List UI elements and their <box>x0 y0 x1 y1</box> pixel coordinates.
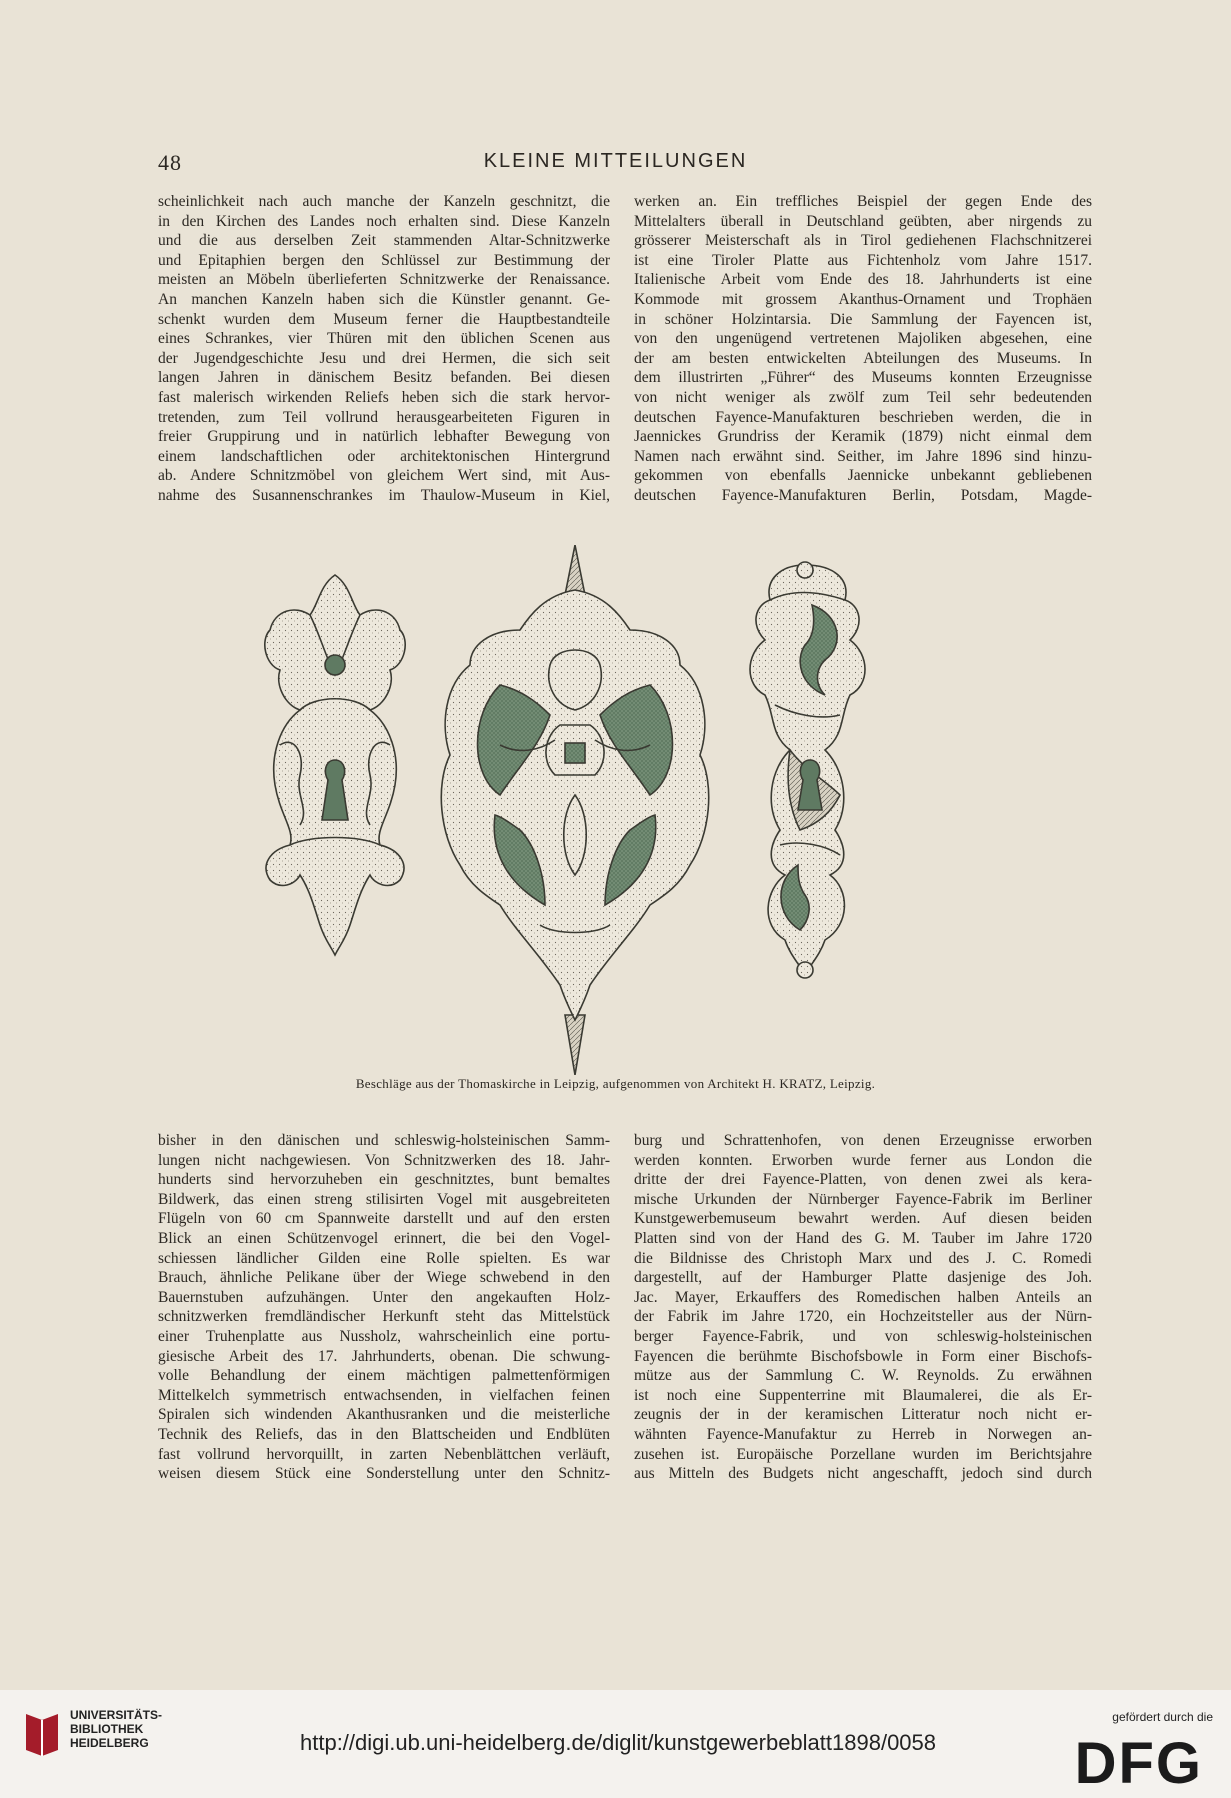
text-line: der Jugendgeschichte Jesu und drei Hermen, die sich seit <box>158 349 610 367</box>
text-line: zeugnis der in der keramischen Litteratur noch nicht er- <box>634 1406 1092 1424</box>
text-line: der am besten entwickelten Abteilungen des Museums. In <box>634 349 1092 367</box>
escutcheon-center <box>441 545 708 1075</box>
text-line: burg und Schrattenhofen, von denen Erzeugnisse erworben <box>634 1132 1092 1149</box>
text-line: in den Kirchen des Landes noch erhalten sind. Diese Kanzeln <box>158 212 610 230</box>
text-line: von den ungenügend vertretenen Majoliken abgesehen, eine <box>634 330 1092 348</box>
text-line: schnitzwerken fremdländischer Herkunft steht das Mittelstück <box>158 1308 610 1326</box>
text-line: eines Schrankes, vier Thüren mit den üblichen Scenen aus <box>158 330 610 348</box>
text-line: einer Truhenplatte aus Nussholz, wahrscheinlich eine portu- <box>158 1327 610 1345</box>
text-line: fast vollrund hervorquillt, in zarten Nebenblättchen verläuft, <box>158 1445 610 1463</box>
text-line: lungen nicht nachgewiesen. Von Schnitzwerken des 18. Jahr- <box>158 1151 610 1169</box>
text-line: freier Gruppirung und in natürlich lebhafter Bewegung von <box>158 428 610 446</box>
text-line: ist noch eine Suppenterrine mit Blaumalerei, die als Er- <box>634 1386 1092 1404</box>
text-line: deutschen Fayence-Manufakturen beschrieben werden, die in <box>634 408 1092 426</box>
text-line: wähnten Fayence-Manufaktur zu Herreb in Norwegen an- <box>634 1425 1092 1443</box>
text-line: Mittelkelch symmetrisch entwachsenden, in vielfachen feinen <box>158 1386 610 1404</box>
text-line: Flügeln von 60 cm Spannweite darstellt und auf den ersten <box>158 1210 610 1228</box>
text-column-bottom-left <box>158 1131 610 1484</box>
text-line: Mittelalters überall in Deutschland geübten, aber nirgends zu <box>634 212 1092 230</box>
text-line: von nicht weniger als zwölf zum Teil sehr bedeutenden <box>634 388 1092 406</box>
text-column-top-left <box>158 192 610 506</box>
sponsor-text: gefördert durch die <box>1112 1710 1213 1724</box>
text-line: dem illustrirten „Führer“ des Museums konnten Erzeugnisse <box>634 369 1092 387</box>
text-line: volle Behandlung der einem mächtigen palmettenförmigen <box>158 1367 610 1385</box>
text-line: bisher in den dänischen und schleswig-holsteinischen Samm- <box>158 1132 610 1149</box>
text-line: Blick an einen Schützenvogel erinnert, die bei den Vogel- <box>158 1229 610 1247</box>
escutcheon-left <box>265 575 405 955</box>
text-column-top-right <box>634 192 1092 506</box>
library-name <box>70 1708 162 1750</box>
text-line: aus Mitteln des Budgets nicht angeschafft, jedoch sind durch <box>634 1465 1092 1483</box>
text-line: Bildwerk, das einen streng stilisirten Vogel mit ausgebreiteten <box>158 1190 610 1208</box>
text-line: tretenden, zum Teil vollrund herausgearbeiteten Figuren in <box>158 408 610 426</box>
text-line: weisen diesem Stück eine Sonderstellung unter den Schnitz- <box>158 1465 610 1483</box>
text-line: Technik des Reliefs, das in den Blattscheiden und Endblüten <box>158 1425 610 1443</box>
page-number: 48 <box>158 150 182 175</box>
text-line: werden konnten. Erworben wurde ferner aus London die <box>634 1151 1092 1169</box>
text-line: deutschen Fayence-Manufakturen Berlin, Potsdam, Magde- <box>634 486 1092 504</box>
text-line: fast malerisch wirkenden Reliefs heben sich die stark hervor- <box>158 388 610 406</box>
library-line-1: UNIVERSITÄTS- <box>70 1708 163 1722</box>
text-line: dargestellt, auf der Hamburger Platte dasjenige des Joh. <box>634 1269 1092 1287</box>
text-line: gekommen von ebenfalls Jaennicke unbekannt gebliebenen <box>634 467 1092 485</box>
permalink-url[interactable]: http://digi.ub.uni-heidelberg.de/diglit/kunstgewerbeblatt1898/0058 <box>300 1730 937 1755</box>
text-line: nahme des Susannenschrankes im Thaulow-Museum in Kiel, <box>158 486 610 504</box>
text-line: Fayencen die berühmte Bischofsbowle in Form einer Bischofs- <box>634 1347 1092 1365</box>
text-column-bottom-right <box>634 1131 1092 1484</box>
dfg-logo: DFG <box>1074 1731 1203 1796</box>
library-line-3: HEIDELBERG <box>70 1736 149 1750</box>
digitization-footer <box>0 1690 1231 1798</box>
figure-caption: Beschläge aus der Thomaskirche in Leipzig, aufgenommen von Architekt H. KRATZ, Leipzig. <box>355 1076 876 1091</box>
text-line: dritte der drei Fayence-Platten, von denen zwei als kera- <box>634 1171 1092 1189</box>
library-logo-icon <box>22 1710 62 1758</box>
text-line: scheinlichkeit nach auch manche der Kanzeln geschnitzt, die <box>158 193 610 210</box>
escutcheon-illustration <box>200 545 1050 1075</box>
text-line: die Bildnisse des Christoph Marx und des J. C. Romedi <box>634 1249 1092 1267</box>
text-line: mütze aus der Sammlung C. W. Reynolds. Zu erwähnen <box>634 1367 1092 1385</box>
text-line: mische Urkunden der Nürnberger Fayence-Fabrik im Berliner <box>634 1190 1092 1208</box>
text-line: Jac. Mayer, Erkauffers des Romedischen halben Anteils an <box>634 1288 1092 1306</box>
text-line: Namen nach erwähnt sind. Seither, im Jahre 1896 sind hinzu- <box>634 447 1092 465</box>
text-line: in schöner Holzintarsia. Die Sammlung der Fayencen ist, <box>634 310 1092 328</box>
text-line: Spiralen sich windenden Akanthusranken und die meisterliche <box>158 1406 610 1424</box>
text-line: ab. Andere Schnitzmöbel von gleichem Wert sind, mit Aus- <box>158 467 610 485</box>
text-line: Kunstgewerbemuseum bewahrt werden. Auf diesen beiden <box>634 1210 1092 1228</box>
text-line: grösserer Meisterschaft als in Tirol gediehenen Flachschnitzerei <box>634 232 1092 250</box>
text-line: zusehen ist. Europäische Porzellane wurden im Berichtsjahre <box>634 1445 1092 1463</box>
text-line: meisten an Möbeln überlieferten Schnitzwerke der Renaissance. <box>158 271 610 289</box>
library-line-2: BIBLIOTHEK <box>70 1722 144 1736</box>
text-line: der Fabrik im Jahre 1720, ein Hochzeitsteller aus der Nürn- <box>634 1308 1092 1326</box>
text-line: schiessen ländlicher Gilden eine Rolle spielten. Es war <box>158 1249 610 1267</box>
text-line: Platten sind von der Hand des G. M. Tauber im Jahre 1720 <box>634 1229 1092 1247</box>
text-line: berger Fayence-Fabrik, und von schleswig-holsteinischen <box>634 1327 1092 1345</box>
text-line: hunderts sind hervorzuheben ein geschnitztes, bunt bemaltes <box>158 1171 610 1189</box>
text-line: Kommode mit grossem Akanthus-Ornament und Trophäen <box>634 290 1092 308</box>
text-line: Italienische Arbeit vom Ende des 18. Jahrhunderts ist eine <box>634 271 1092 289</box>
text-line: werken an. Ein treffliches Beispiel der gegen Ende des <box>634 193 1092 210</box>
escutcheon-right <box>750 562 865 978</box>
text-line: und die aus derselben Zeit stammenden Altar-Schnitzwerke <box>158 232 610 250</box>
text-line: Brauch, ähnliche Pelikane über der Wiege schwebend in den <box>158 1269 610 1287</box>
text-line: giesische Arbeit des 17. Jahrhunderts, obenan. Die schwung- <box>158 1347 610 1365</box>
text-line: und Epitaphien bergen den Schlüssel zur Bestimmung der <box>158 251 610 269</box>
running-title: KLEINE MITTEILUNGEN <box>483 150 748 172</box>
text-line: An manchen Kanzeln haben sich die Künstler genannt. Ge- <box>158 290 610 308</box>
text-line: schenkt wurden dem Museum ferner die Hauptbestandteile <box>158 310 610 328</box>
text-line: einem landschaftlichen oder architektonischen Hintergrund <box>158 447 610 465</box>
text-line: Jaennickes Grundriss der Keramik (1879) nicht einmal dem <box>634 428 1092 446</box>
text-line: Bauernstuben aufzuhängen. Unter den angekauften Holz- <box>158 1288 610 1306</box>
text-line: ist eine Tiroler Platte aus Fichtenholz vom Jahre 1517. <box>634 251 1092 269</box>
text-line: langen Jahren in dänischem Besitz befanden. Bei diesen <box>158 369 610 387</box>
